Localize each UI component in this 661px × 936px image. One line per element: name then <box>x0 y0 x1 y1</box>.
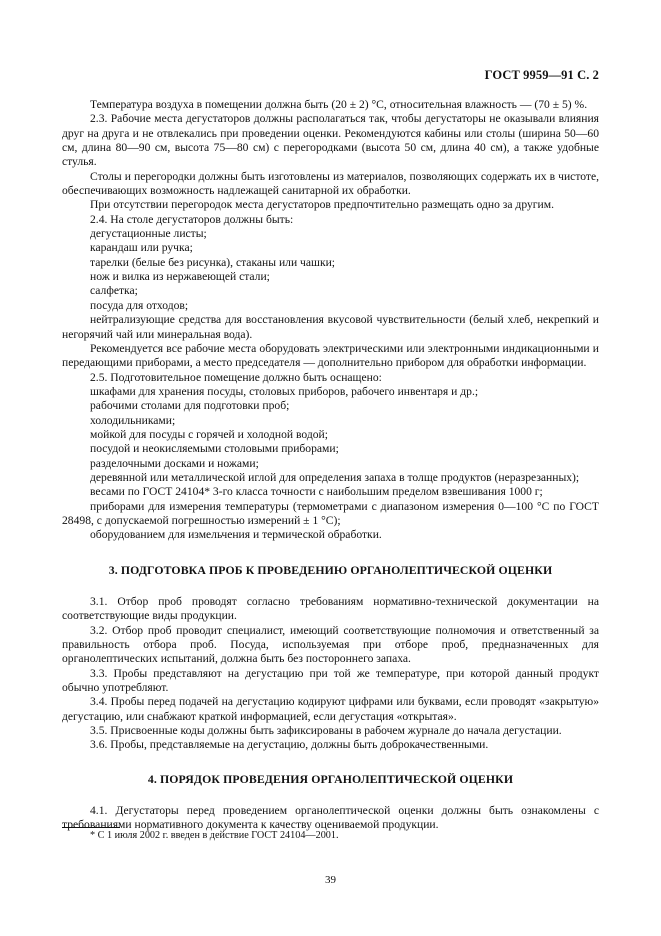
list-item: нейтрализующие средства для восстановления вкусовой чувствительности (белый хлеб, некрепкий и негорячий чай или минеральная вода). <box>62 313 599 341</box>
footnote-divider <box>62 827 120 828</box>
list-item: посудой и неокисляемыми столовыми приборами; <box>90 442 339 456</box>
list-item: рабочими столами для подготовки проб; <box>90 399 290 413</box>
list-item: холодильниками; <box>90 413 176 427</box>
list-item: карандаш или ручка; <box>90 241 193 255</box>
paragraph-2-4: 2.4. На столе дегустаторов должны быть: <box>90 212 294 226</box>
paragraph-3-3: 3.3. Пробы представляют на дегустацию при той же температуре, при которой данный продукт обычно употребляют. <box>62 666 599 695</box>
paragraph-2-3: 2.3. Рабочие места дегустаторов должны располагаться так, чтобы дегустаторы не оказывали влияния друг на друга и не отвлекались при проведении оценки. Рекомендуются кабины или столы (ширина 50—60 см, длина 80—90 см, высота 75—80 см) с перегородками (высота 50 см, длина 40 см), а также удобные стулья. <box>62 112 599 169</box>
list-item: салфетка; <box>90 284 138 298</box>
list-item: мойкой для посуды с горячей и холодной водой; <box>90 427 328 441</box>
paragraph-tables-partitions: Столы и перегородки должны быть изготовлены из материалов, позволяющих содержать их в чистоте, обеспечивающих возможность надлежащей санитарной их обработки. <box>62 169 599 198</box>
section-heading-4: 4. ПОРЯДОК ПРОВЕДЕНИЯ ОРГАНОЛЕПТИЧЕСКОЙ ОЦЕНКИ <box>147 771 514 786</box>
list-item: посуда для отходов; <box>90 298 189 312</box>
list-item: разделочными досками и ножами; <box>90 456 259 470</box>
paragraph-no-partitions: При отсутствии перегородок места дегустаторов предпочтительно размещать одно за другим. <box>90 198 554 212</box>
list-item: нож и вилка из нержавеющей стали; <box>90 270 270 284</box>
page-number: 39 <box>325 874 336 886</box>
list-item: дегустационные листы; <box>90 227 207 241</box>
list-item: оборудованием для измельчения и термической обработки. <box>90 528 382 542</box>
document-body <box>62 98 599 833</box>
page-header: ГОСТ 9959—91 С. 2 <box>484 68 599 82</box>
paragraph-3-1: 3.1. Отбор проб проводят согласно требованиям нормативно-технической документации на соответствующие виды продукции. <box>62 595 599 623</box>
paragraph-recommend-devices: Рекомендуется все рабочие места оборудовать электрическими или электронными индикационными и передающими приборами, а место председателя — дополнительно прибором для обработки информации. <box>62 341 599 370</box>
list-item: приборами для измерения температуры (термометрами с диапазоном измерения 0—100 °С по ГОСТ 28498, с допускаемой погрешностью измерений ± 1 °С); <box>62 499 599 527</box>
paragraph-3-4: 3.4. Пробы перед подачей на дегустацию кодируют цифрами или буквами, если проводят «закрытую» дегустацию, или снабжают краткой информацией, если дегустация «открытая». <box>62 695 599 723</box>
paragraph-3-5: 3.5. Присвоенные коды должны быть зафиксированы в рабочем журнале до начала дегустации. <box>90 724 562 738</box>
list-item: шкафами для хранения посуды, столовых приборов, рабочего инвентаря и др.; <box>90 384 479 398</box>
paragraph-2-5: 2.5. Подготовительное помещение должно быть оснащено: <box>90 370 382 384</box>
list-item: тарелки (белые без рисунка), стаканы или чашки; <box>90 255 336 269</box>
paragraph-3-6: 3.6. Пробы, представляемые на дегустацию, должны быть доброкачественными. <box>90 738 489 752</box>
list-item: весами по ГОСТ 24104* 3-го класса точности с наибольшим пределом взвешивания 1000 г; <box>90 485 543 499</box>
section-heading-3: 3. ПОДГОТОВКА ПРОБ К ПРОВЕДЕНИЮ ОРГАНОЛЕПТИЧЕСКОЙ ОЦЕНКИ <box>108 562 553 577</box>
paragraph-temperature: Температура воздуха в помещении должна быть (20 ± 2) °С, относительная влажность — (70 ± 5) %. <box>90 98 588 111</box>
paragraph-4-1: 4.1. Дегустаторы перед проведением органолептической оценки должны быть ознакомлены с требованиями нормативного документа к качеству оцениваемой продукции. <box>62 804 599 832</box>
paragraph-3-2: 3.2. Отбор проб проводит специалист, имеющий соответствующие полномочия и ответственный за правильность отбора проб. Посуда, используемая при отборе проб, предназначенных для органолептических испытаний, должна быть без постороннего запаха. <box>62 623 599 666</box>
footnote: * С 1 июля 2002 г. введен в действие ГОСТ 24104—2001. <box>90 830 339 841</box>
list-item: деревянной или металлической иглой для определения запаха в толще продуктов (неразрезанных); <box>90 470 580 484</box>
